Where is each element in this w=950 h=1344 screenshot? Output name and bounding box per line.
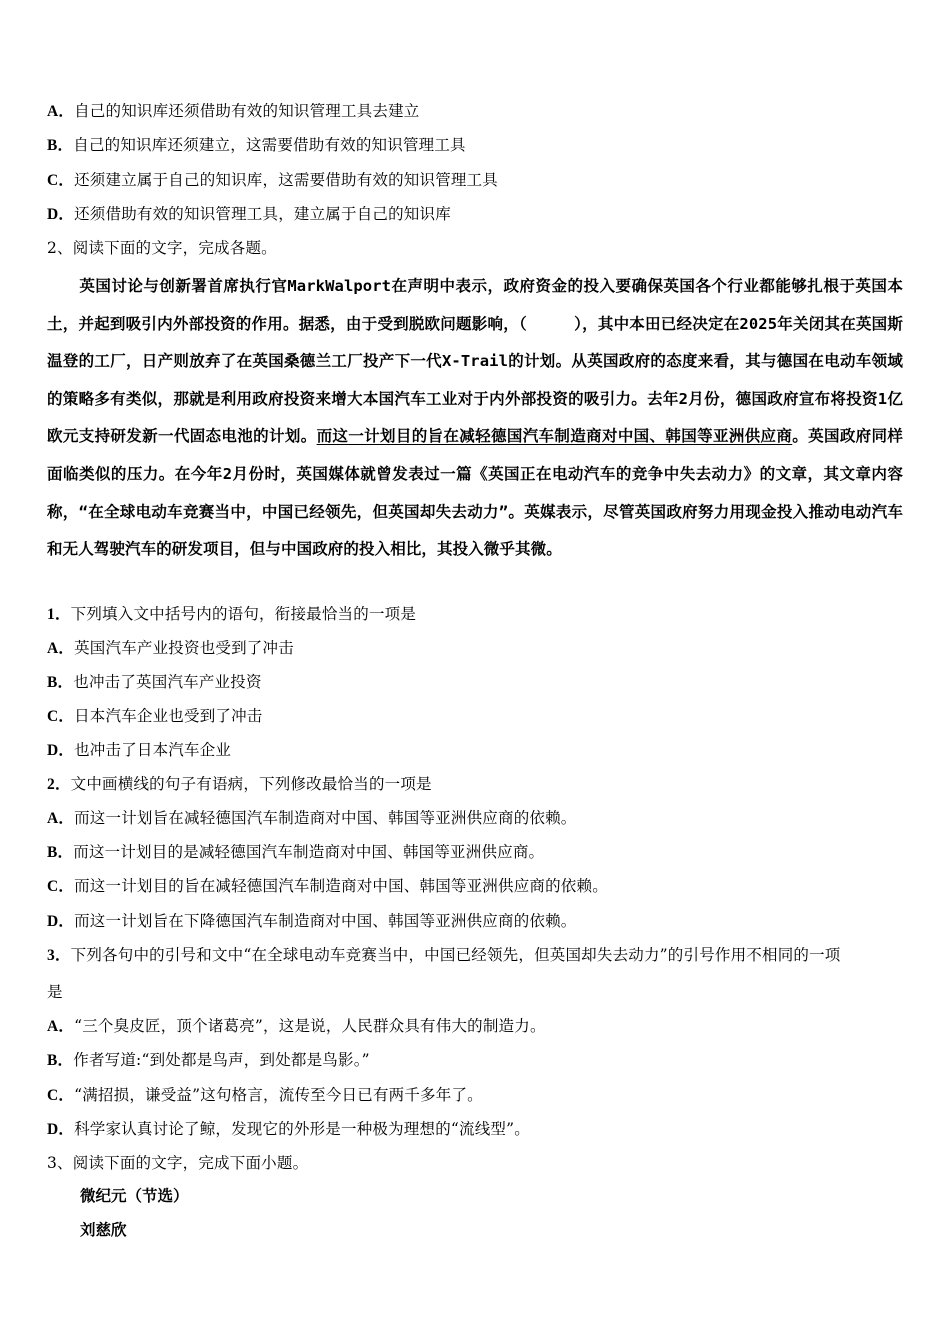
option-letter: C． bbox=[47, 172, 75, 189]
option-text: 科学家认真讨论了鲸，发现它的外形是一种极为理想的“流线型”。 bbox=[74, 1120, 530, 1138]
option-letter: B． bbox=[47, 137, 74, 154]
option-text: 日本汽车企业也受到了冲击 bbox=[74, 707, 263, 725]
question-number: 2． bbox=[47, 776, 71, 793]
option-letter: D． bbox=[47, 742, 75, 759]
option-letter: B． bbox=[47, 844, 74, 861]
question-2-option-d bbox=[47, 911, 577, 932]
question-2-stem bbox=[47, 774, 432, 795]
section3-heading: 3、阅读下面的文字，完成下面小题。 bbox=[47, 1154, 309, 1172]
option-text: 也冲击了日本汽车企业 bbox=[74, 741, 232, 759]
option-text: 作者写道:“到处都是鸟声，到处都是鸟影。” bbox=[73, 1051, 370, 1069]
question-1-option-c bbox=[47, 706, 263, 727]
question-3-option-a bbox=[47, 1016, 546, 1037]
passage-part1: 英国讨论与创新署首席执行官MarkWalport在声明中表示，政府资金的投入要确保英国各个行业都能够扎根于英国本土，并起到吸引内外部投资的作用。据悉，由于受到脱欧问题影响，（ ），其中本田已经决定在2025年关闭其在英国斯温登的工厂，日产则放弃了在英国桑德兰工厂投产下一代X-Trail的计划。从英国政府的态度来看，其与德国在电动车领域的策略多有类似，那就是利用政府投资来增大本国汽车工业对于内外部投资的吸引力。去年2月份，德国政府宣布将投资1亿欧元支持研发新一代固态电池的计划。 bbox=[47, 277, 903, 446]
option-letter: C． bbox=[47, 878, 75, 895]
question-text: 下列各句中的引号和文中“在全球电动车竞赛当中，中国已经领先，但英国却失去动力”的引号作用不相同的一项 bbox=[70, 946, 841, 964]
q1-option-c bbox=[47, 170, 498, 191]
option-text: 而这一计划旨在减轻德国汽车制造商对中国、韩国等亚洲供应商的依赖。 bbox=[74, 809, 577, 827]
question-number: 3． bbox=[47, 947, 71, 964]
option-letter: A． bbox=[47, 1018, 75, 1035]
option-letter: C． bbox=[47, 1087, 75, 1104]
option-text: “满招损，谦受益”这句格言，流传至今日已有两千多年了。 bbox=[74, 1086, 483, 1104]
option-letter: A． bbox=[47, 640, 75, 657]
option-text: 也冲击了英国汽车产业投资 bbox=[73, 673, 262, 691]
question-2-option-b bbox=[47, 842, 544, 863]
q1-option-b bbox=[47, 135, 466, 156]
option-letter: D． bbox=[47, 1121, 75, 1138]
section2-heading: 2、阅读下面的文字，完成各题。 bbox=[47, 239, 277, 257]
question-3-option-d bbox=[47, 1119, 530, 1140]
option-text: “三个臭皮匠，顶个诸葛亮”，这是说，人民群众具有伟大的制造力。 bbox=[74, 1017, 546, 1035]
question-1-option-d bbox=[47, 740, 231, 761]
option-letter: A． bbox=[47, 810, 75, 827]
question-1-option-a bbox=[47, 638, 294, 659]
question-3-stem-continued: 是 bbox=[47, 983, 63, 1001]
question-2-option-c bbox=[47, 876, 608, 897]
option-text: 自己的知识库还须借助有效的知识管理工具去建立 bbox=[74, 102, 420, 120]
question-3-option-c bbox=[47, 1085, 483, 1106]
question-number: 1． bbox=[47, 606, 71, 623]
option-text: 而这一计划旨在下降德国汽车制造商对中国、韩国等亚洲供应商的依赖。 bbox=[74, 912, 577, 930]
underlined-sentence: 而这一计划目的旨在减轻德国汽车制造商对中国、韩国等亚洲供应商 bbox=[316, 427, 793, 446]
option-letter: D． bbox=[47, 206, 75, 223]
option-letter: B． bbox=[47, 674, 74, 691]
reading-passage bbox=[47, 268, 903, 569]
question-1-stem bbox=[47, 604, 416, 625]
question-text: 文中画横线的句子有语病，下列修改最恰当的一项是 bbox=[70, 775, 432, 793]
question-2-option-a bbox=[47, 808, 577, 829]
section3-title: 微纪元（节选） bbox=[80, 1187, 189, 1205]
question-1-option-b bbox=[47, 672, 262, 693]
question-text: 下列填入文中括号内的语句，衔接最恰当的一项是 bbox=[70, 605, 417, 623]
passage-part2: 。英国政府同样面临类似的压力。在今年2月份时，英国媒体就曾发表过一篇《英国正在电动汽车的竞争中失去动力》的文章，其文章内容称，“在全球电动车竞赛当中，中国已经领先，但英国却失去动力”。英媒表示，尽管英国政府努力用现金投入推动电动汽车和无人驾驶汽车的研发项目，但与中国政府的投入相比，其投入微乎其微。 bbox=[47, 427, 903, 559]
section3-author: 刘慈欣 bbox=[80, 1221, 127, 1239]
option-text: 而这一计划目的是减轻德国汽车制造商对中国、韩国等亚洲供应商。 bbox=[73, 843, 545, 861]
option-text: 而这一计划目的旨在减轻德国汽车制造商对中国、韩国等亚洲供应商的依赖。 bbox=[74, 877, 608, 895]
option-text: 还须建立属于自己的知识库，这需要借助有效的知识管理工具 bbox=[74, 171, 498, 189]
question-3-stem bbox=[47, 945, 841, 966]
q1-option-d bbox=[47, 204, 451, 225]
option-letter: C． bbox=[47, 708, 75, 725]
option-text: 英国汽车产业投资也受到了冲击 bbox=[74, 639, 294, 657]
option-letter: A． bbox=[47, 103, 75, 120]
q1-option-a bbox=[47, 101, 420, 122]
option-letter: B． bbox=[47, 1052, 74, 1069]
option-letter: D． bbox=[47, 913, 75, 930]
option-text: 自己的知识库还须建立，这需要借助有效的知识管理工具 bbox=[73, 136, 466, 154]
option-text: 还须借助有效的知识管理工具，建立属于自己的知识库 bbox=[74, 205, 451, 223]
question-3-option-b bbox=[47, 1050, 370, 1071]
